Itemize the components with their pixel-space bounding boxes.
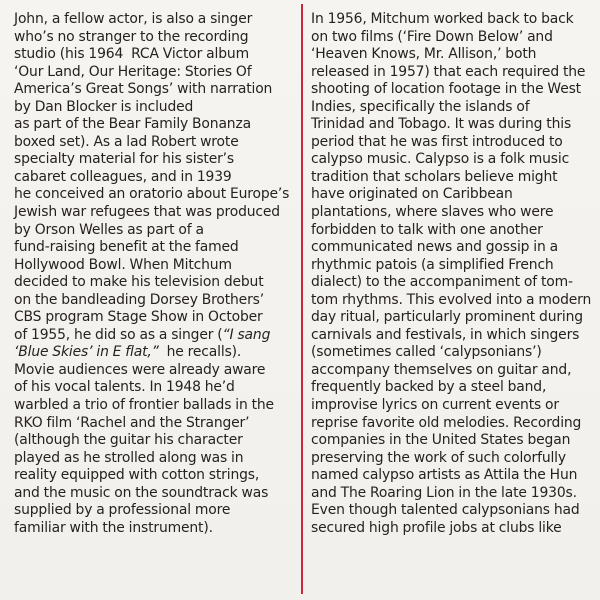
text-line: shooting of location footage in the West — [311, 81, 581, 98]
text-line: John, a fellow actor, is also a singer — [14, 11, 253, 27]
text-line-with-quote — [14, 344, 296, 362]
text-line: have originated on Caribbean — [311, 186, 513, 203]
text-line: plantations, where slaves who were — [311, 204, 554, 221]
text-line: tradition that scholars believe might — [311, 168, 558, 185]
text-line: (sometimes called ‘calypsonians’) — [311, 344, 542, 361]
column-divider — [301, 4, 303, 594]
text-segment: he recalls). — [158, 344, 242, 361]
text-line: CBS program Stage Show in October — [14, 309, 263, 326]
text-line: named calypso artists as Attila the Hun — [311, 467, 578, 484]
text-line: tom rhythms. This evolved into a modern — [311, 291, 592, 308]
text-line: on two films (‘Fire Down Below’ and — [311, 28, 553, 45]
text-line: decided to make his television debut — [14, 274, 264, 291]
right-text-column — [311, 11, 595, 537]
text-line: companies in the United States began — [311, 432, 571, 449]
text-line: Even though talented calypsonians had — [311, 502, 580, 519]
text-line: preserving the work of such colorfully — [311, 449, 566, 466]
text-line: familiar with the instrument). — [14, 519, 213, 536]
text-line: reality equipped with cotton strings, — [14, 467, 260, 484]
text-line: improvise lyrics on current events or — [311, 397, 559, 414]
text-line: and The Roaring Lion in the late 1930s. — [311, 484, 577, 501]
text-line: boxed set). As a lad Robert wrote — [14, 133, 239, 150]
text-line: accompany themselves on guitar and, — [311, 361, 572, 378]
text-line: Indies, specifically the islands of — [311, 98, 530, 115]
text-line: Movie audiences were already aware — [14, 361, 266, 378]
text-line: day ritual, particularly prominent during — [311, 309, 583, 326]
text-segment: of 1955, he did so as a singer ( — [14, 326, 223, 343]
text-line: who’s no stranger to the recording — [14, 28, 249, 45]
text-line: (although the guitar his character — [14, 432, 243, 449]
text-line: In 1956, Mitchum worked back to back — [311, 11, 574, 27]
text-line: he conceived an oratorio about Europe’s — [14, 186, 290, 203]
text-line: cabaret colleagues, and in 1939 — [14, 168, 232, 185]
text-line: rhythmic patois (a simplified French — [311, 256, 554, 273]
left-text-column — [14, 11, 296, 537]
text-line: by Orson Welles as part of a — [14, 221, 204, 238]
text-line: calypso music. Calypso is a folk music — [311, 151, 570, 168]
text-line: ‘Our Land, Our Heritage: Stories Of — [14, 63, 252, 80]
text-line: reprise favorite old melodies. Recording — [311, 414, 582, 431]
text-line: as part of the Bear Family Bonanza — [14, 116, 251, 133]
text-line: of his vocal talents. In 1948 he’d — [14, 379, 235, 396]
text-line: played as he strolled along was in — [14, 449, 244, 466]
text-line: Trinidad and Tobago. It was during this — [311, 116, 572, 133]
text-line: period that he was first introduced to — [311, 133, 563, 150]
text-line: Jewish war refugees that was produced — [14, 204, 280, 221]
text-line: ‘Heaven Knows, Mr. Allison,’ both — [311, 46, 537, 63]
text-line: forbidden to talk with one another — [311, 221, 543, 238]
text-line: studio (his 1964 RCA Victor album — [14, 46, 249, 63]
text-line: supplied by a professional more — [14, 502, 231, 519]
text-line: RKO film ‘Rachel and the Stranger’ — [14, 414, 250, 431]
text-line: communicated news and gossip in a — [311, 239, 558, 256]
text-line: warbled a trio of frontier ballads in the — [14, 397, 274, 414]
quote-start: “I sang — [222, 326, 271, 343]
text-line: Hollywood Bowl. When Mitchum — [14, 256, 232, 273]
text-line: carnivals and festivals, in which singers — [311, 326, 580, 343]
quote-end: ‘Blue Skies’ in E flat,” — [14, 344, 159, 361]
text-line: dialect) to the accompaniment of tom- — [311, 274, 573, 291]
text-line: fund-raising benefit at the famed — [14, 239, 239, 256]
text-line: on the bandleading Dorsey Brothers’ — [14, 291, 264, 308]
text-line: released in 1957) that each required the — [311, 63, 586, 80]
text-line: and the music on the soundtrack was — [14, 484, 269, 501]
text-line: frequently backed by a steel band, — [311, 379, 547, 396]
text-line: America’s Great Songs’ with narration — [14, 81, 273, 98]
text-line: specialty material for his sister’s — [14, 151, 235, 168]
text-line: secured high profile jobs at clubs like — [311, 519, 562, 536]
text-line: by Dan Blocker is included — [14, 98, 194, 115]
text-line-with-quote — [14, 327, 296, 345]
